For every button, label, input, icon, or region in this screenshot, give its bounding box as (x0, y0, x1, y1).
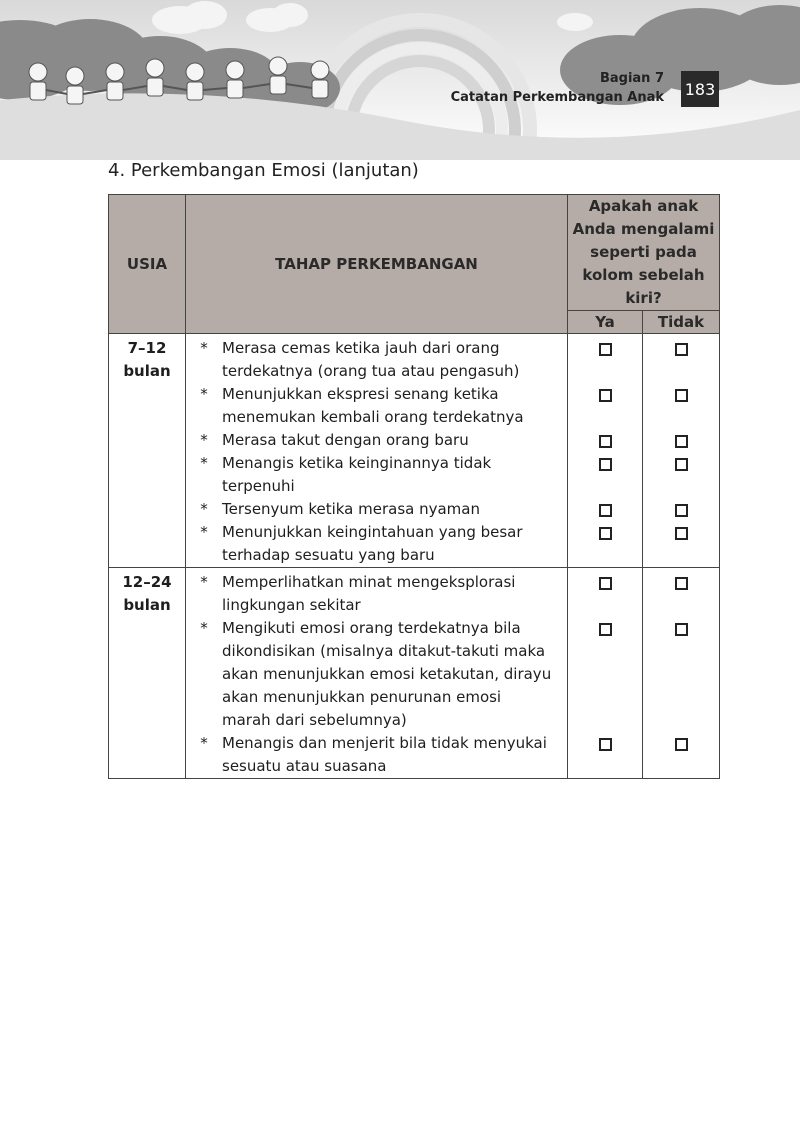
age-cell (109, 334, 186, 568)
checkbox-slot (568, 498, 642, 521)
stage-item-text (222, 571, 563, 617)
stage-item (186, 732, 563, 778)
question-line: seperti pada (590, 243, 697, 261)
stage-item (186, 571, 563, 617)
stage-item-line: terpenuhi (222, 477, 295, 495)
stage-item-text (222, 383, 563, 429)
stage-item (186, 521, 563, 567)
yes-checkbox[interactable] (599, 458, 612, 471)
age-label-line: 7–12 (127, 339, 167, 357)
development-checklist-table (108, 194, 720, 779)
stage-item-text (222, 452, 563, 498)
stage-item-text (222, 521, 563, 567)
bullet-asterisk: * (200, 385, 208, 403)
no-checkbox[interactable] (675, 458, 688, 471)
stage-column-header: TAHAP PERKEMBANGAN (186, 195, 568, 334)
stage-item-line: sesuatu atau suasana (222, 757, 387, 775)
checkbox-slot (643, 429, 719, 452)
bullet-asterisk: * (200, 500, 208, 518)
age-label-line: 12–24 (122, 573, 172, 591)
no-checkbox[interactable] (675, 527, 688, 540)
no-checkbox[interactable] (675, 504, 688, 517)
bullet-asterisk: * (200, 619, 208, 637)
stage-item-line: marah dari sebelumnya) (222, 711, 407, 729)
checkbox-slot (568, 383, 642, 429)
chapter-title: Catatan Perkembangan Anak (450, 90, 664, 105)
no-checkbox[interactable] (675, 343, 688, 356)
stage-item-line: akan menunjukkan penurunan emosi (222, 688, 502, 706)
stage-item-line: Menunjukkan ekspresi senang ketika (222, 385, 499, 403)
stage-item-line: Merasa cemas ketika jauh dari orang (222, 339, 500, 357)
stage-item-text (222, 498, 563, 521)
yes-checkbox-cell (568, 568, 643, 779)
checkbox-slot (568, 617, 642, 732)
stage-item-line: akan menunjukkan emosi ketakutan, dirayu (222, 665, 552, 683)
checkbox-slot (643, 521, 719, 567)
chapter-heading (451, 70, 664, 107)
stage-item-line: menemukan kembali orang terdekatnya (222, 408, 524, 426)
stage-items-cell (186, 334, 568, 568)
yes-checkbox[interactable] (599, 527, 612, 540)
bullet-asterisk: * (200, 573, 208, 591)
stage-item (186, 617, 563, 732)
stage-item-line: dikondisikan (misalnya ditakut-takuti maka (222, 642, 546, 660)
checkbox-slot (643, 337, 719, 383)
stage-items-cell (186, 568, 568, 779)
checkbox-slot (643, 498, 719, 521)
header-banner-illustration (0, 0, 800, 160)
stage-item-line: Menangis dan menjerit bila tidak menyukai (222, 734, 547, 752)
stage-item-line: Menangis ketika keinginannya tidak (222, 454, 492, 472)
no-checkbox[interactable] (675, 389, 688, 402)
age-cell (109, 568, 186, 779)
bullet-asterisk: * (200, 339, 208, 357)
bullet-asterisk: * (200, 523, 208, 541)
yes-checkbox[interactable] (599, 623, 612, 636)
checkbox-slot (643, 452, 719, 498)
checkbox-slot (568, 337, 642, 383)
no-checkbox[interactable] (675, 738, 688, 751)
stage-item-text (222, 429, 563, 452)
chapter-label: Bagian 7 (599, 71, 664, 86)
stage-item-line: terhadap sesuatu yang baru (222, 546, 435, 564)
no-checkbox[interactable] (675, 577, 688, 590)
checkbox-slot (643, 383, 719, 429)
stage-item (186, 452, 563, 498)
stage-item-line: Tersenyum ketika merasa nyaman (222, 500, 480, 518)
checkbox-slot (643, 732, 719, 778)
question-column-header (568, 195, 720, 311)
checkbox-slot (643, 571, 719, 617)
question-line: Apakah anak (588, 197, 699, 215)
no-checkbox[interactable] (675, 623, 688, 636)
stage-item-line: lingkungan sekitar (222, 596, 361, 614)
stage-item-text (222, 732, 563, 778)
yes-checkbox[interactable] (599, 343, 612, 356)
no-checkbox[interactable] (675, 435, 688, 448)
age-group-row (109, 568, 720, 779)
yes-checkbox[interactable] (599, 389, 612, 402)
yes-checkbox-cell (568, 334, 643, 568)
stage-item (186, 498, 563, 521)
age-label-line: bulan (123, 596, 171, 614)
age-label-line: bulan (123, 362, 171, 380)
question-line: kiri? (625, 289, 662, 307)
checkbox-slot (568, 429, 642, 452)
yes-checkbox[interactable] (599, 577, 612, 590)
bullet-asterisk: * (200, 431, 208, 449)
stage-item-text (222, 617, 563, 732)
age-group-row (109, 334, 720, 568)
stage-item (186, 429, 563, 452)
question-line: kolom sebelah (582, 266, 705, 284)
stage-item-line: Mengikuti emosi orang terdekatnya bila (222, 619, 521, 637)
checkbox-slot (643, 617, 719, 732)
checkbox-slot (568, 521, 642, 567)
no-column-header: Tidak (643, 311, 720, 334)
stage-item-line: Menunjukkan keingintahuan yang besar (222, 523, 523, 541)
bullet-asterisk: * (200, 734, 208, 752)
yes-column-header: Ya (568, 311, 643, 334)
section-title: 4. Perkembangan Emosi (lanjutan) (108, 160, 419, 181)
stage-item (186, 337, 563, 383)
stage-item (186, 383, 563, 429)
page-number: 183 (681, 71, 719, 107)
question-line: Anda mengalami (572, 220, 715, 238)
yes-checkbox[interactable] (599, 738, 612, 751)
no-checkbox-cell (643, 334, 720, 568)
age-column-header: USIA (109, 195, 186, 334)
yes-checkbox[interactable] (599, 504, 612, 517)
stage-item-text (222, 337, 563, 383)
checkbox-slot (568, 452, 642, 498)
bullet-asterisk: * (200, 454, 208, 472)
checkbox-slot (568, 571, 642, 617)
stage-item-line: Memperlihatkan minat mengeksplorasi (222, 573, 516, 591)
stage-item-line: Merasa takut dengan orang baru (222, 431, 469, 449)
checkbox-slot (568, 732, 642, 778)
stage-item-line: terdekatnya (orang tua atau pengasuh) (222, 362, 520, 380)
yes-checkbox[interactable] (599, 435, 612, 448)
no-checkbox-cell (643, 568, 720, 779)
